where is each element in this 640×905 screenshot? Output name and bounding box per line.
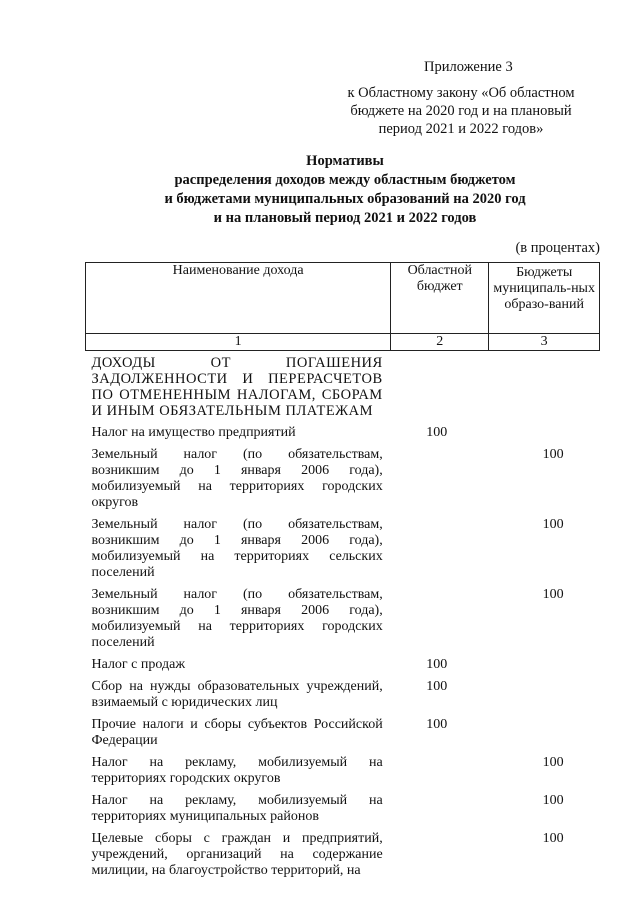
row-regional-value: [391, 789, 489, 827]
row-municipal-value: [489, 351, 600, 422]
row-regional-value: [391, 751, 489, 789]
document-title: [100, 152, 590, 228]
row-name: Целевые сборы с граждан и предприятий, учреждений, организаций на содержание милиции, на благоустройство территорий, на: [91, 831, 383, 878]
title-line-2: распределения доходов между областным бюджетом: [174, 172, 516, 188]
table-row: [86, 583, 600, 653]
table-row: [86, 513, 600, 583]
table-row: [86, 653, 600, 675]
row-regional-value: [391, 443, 489, 513]
appendix-number: Приложение 3: [424, 59, 513, 75]
header-revenue-name: Наименование дохода: [86, 263, 391, 334]
row-municipal-value: 100: [542, 793, 564, 808]
row-regional-value: 100: [426, 717, 448, 732]
appendix-law-line-3: период 2021 и 2022 годов»: [378, 121, 544, 137]
table-row: [86, 443, 600, 513]
row-name: Налог на имущество предприятий: [91, 425, 296, 440]
row-regional-value: 100: [426, 679, 448, 694]
table-header-row: [86, 263, 600, 334]
row-municipal-value: [489, 675, 600, 713]
row-name: Земельный налог (по обязательствам, возникшим до 1 января 2006 года), мобилизуемый на территориях городских округов: [91, 447, 383, 510]
appendix-law-line-2: бюджете на 2020 год и на плановый: [350, 103, 572, 119]
table-row: [86, 713, 600, 751]
appendix-reference: [330, 58, 592, 138]
title-line-4: и на плановый период 2021 и 2022 годов: [213, 210, 477, 226]
row-municipal-value: 100: [542, 755, 564, 770]
units-note: (в процентах): [515, 240, 600, 256]
title-line-3: и бюджетами муниципальных образований на 2020 год: [164, 191, 526, 207]
column-number-1: 1: [86, 334, 391, 351]
row-regional-value: [391, 351, 489, 422]
table-row: [86, 827, 600, 881]
row-name: Сбор на нужды образовательных учреждений, взимаемый с юридических лиц: [91, 679, 383, 710]
row-regional-value: [391, 583, 489, 653]
header-regional-budget: Областной бюджет: [391, 263, 489, 334]
row-municipal-value: 100: [542, 517, 564, 532]
row-regional-value: 100: [426, 657, 448, 672]
row-name: Налог на рекламу, мобилизуемый на территориях муниципальных районов: [91, 793, 383, 824]
table-row: [86, 421, 600, 443]
column-number-2: 2: [391, 334, 489, 351]
row-municipal-value: 100: [542, 587, 564, 602]
row-name: Налог с продаж: [91, 657, 185, 672]
appendix-law-line-1: к Областному закону «Об областном: [347, 85, 575, 101]
row-municipal-value: [489, 421, 600, 443]
column-number-row: [86, 334, 600, 351]
table-row: [86, 751, 600, 789]
table-row: [86, 351, 600, 422]
column-number-3: 3: [489, 334, 600, 351]
row-municipal-value: [489, 653, 600, 675]
table-row: [86, 675, 600, 713]
row-municipal-value: 100: [542, 447, 564, 462]
row-name: Земельный налог (по обязательствам, возникшим до 1 января 2006 года), мобилизуемый на территориях сельских поселений: [91, 517, 383, 580]
row-name: Земельный налог (по обязательствам, возникшим до 1 января 2006 года), мобилизуемый на территориях городских поселений: [91, 587, 383, 650]
row-name: ДОХОДЫ ОТ ПОГАШЕНИЯ ЗАДОЛЖЕННОСТИ И ПЕРЕРАСЧЕТОВ ПО ОТМЕНЕННЫМ НАЛОГАМ, СБОРАМ И ИНЫМ ОБЯЗАТЕЛЬНЫМ ПЛАТЕЖАМ: [91, 355, 383, 419]
row-name: Прочие налоги и сборы субъектов Российской Федерации: [91, 717, 383, 748]
row-municipal-value: 100: [542, 831, 564, 846]
revenue-norms-table: [85, 262, 600, 881]
title-line-1: Нормативы: [306, 153, 384, 169]
row-regional-value: 100: [426, 425, 448, 440]
row-regional-value: [391, 827, 489, 881]
row-municipal-value: [489, 713, 600, 751]
row-regional-value: [391, 513, 489, 583]
table-row: [86, 789, 600, 827]
header-municipal-budgets: Бюджеты муниципаль-ных образо-ваний: [489, 263, 600, 334]
row-name: Налог на рекламу, мобилизуемый на территориях городских округов: [91, 755, 383, 786]
